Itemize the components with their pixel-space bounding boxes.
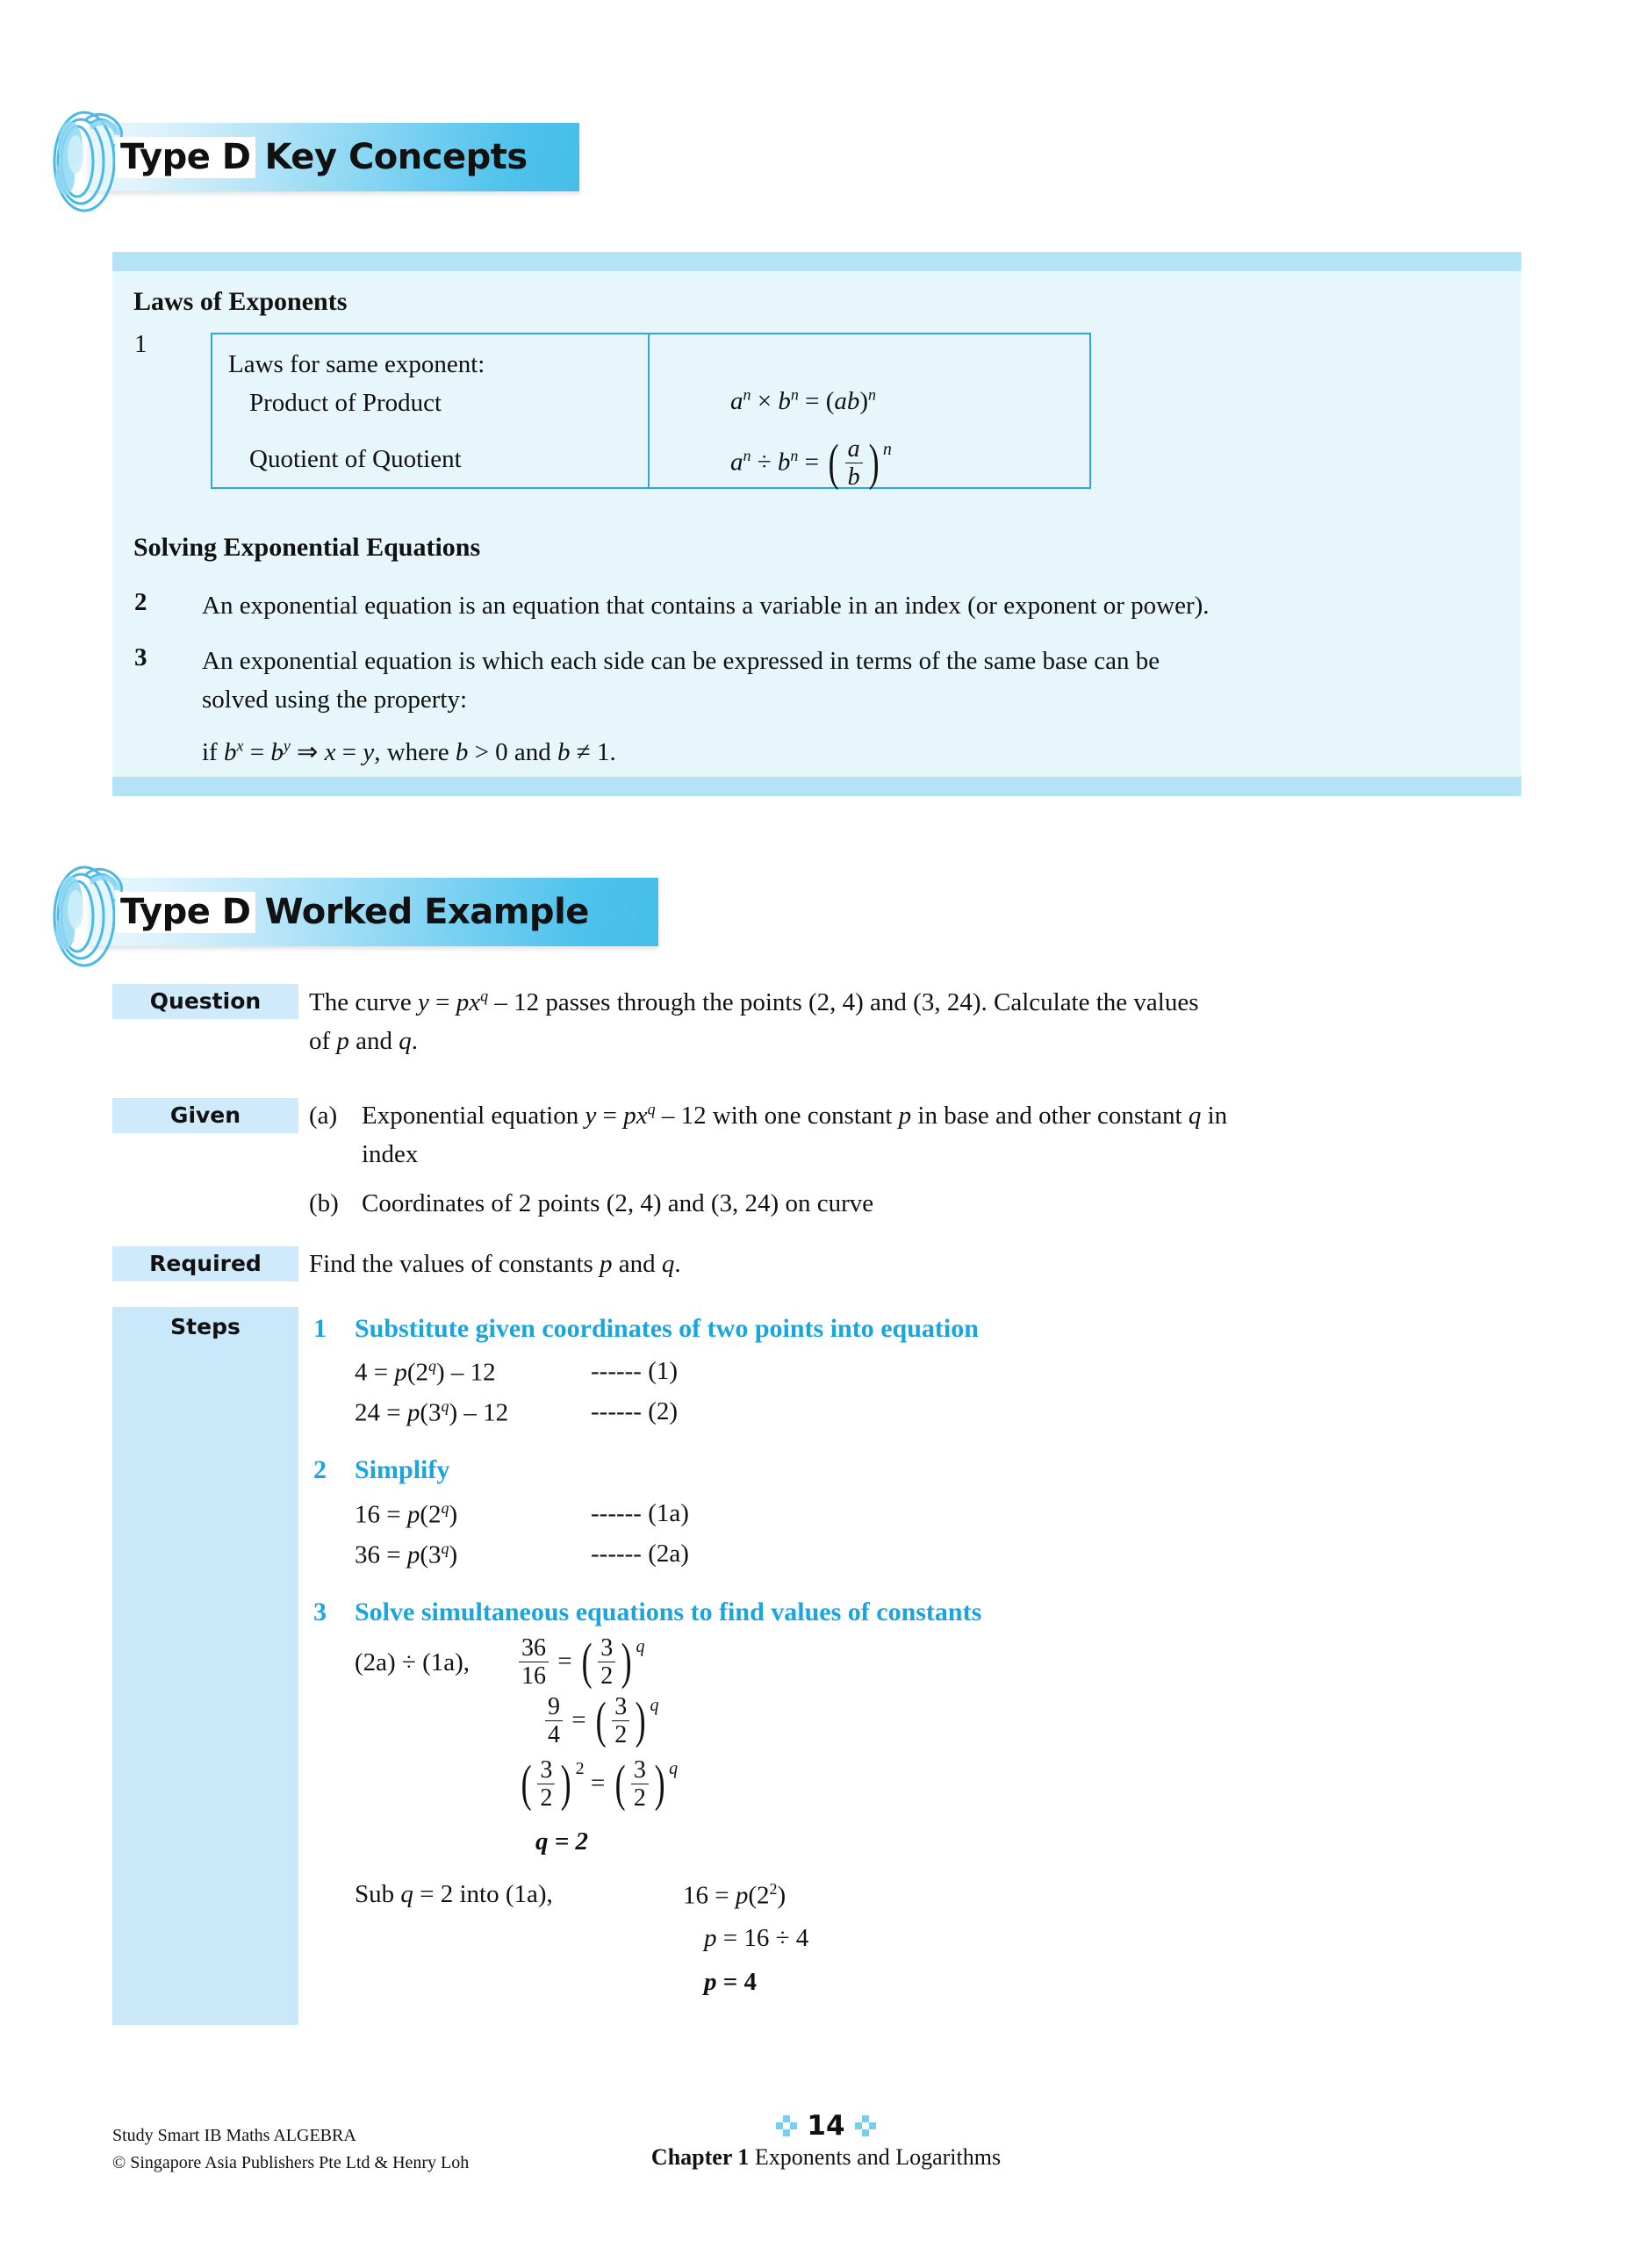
formula2-base-b: b <box>777 448 791 477</box>
given-label: Given <box>112 1098 298 1133</box>
deriv-3-right-fraction <box>631 1756 649 1813</box>
formula1-ab: ab <box>834 387 860 415</box>
deriv-2-numerator: 9 <box>548 1693 560 1720</box>
footer-copyright: © Singapore Asia Publishers Pte Ltd & Henry Loh <box>112 2153 470 2172</box>
key-concept-item-3-line-2: solved using the property: <box>202 686 468 714</box>
law-table-right-column <box>650 334 1089 492</box>
property-x: x <box>324 738 336 766</box>
step-3-substitution-line-2: p = 16 ÷ 4 <box>704 1924 809 1952</box>
step-1-equation-1-ref: ------ (2) <box>591 1397 679 1425</box>
step-2-heading: Simplify <box>355 1455 450 1484</box>
question-label: Question <box>112 984 298 1019</box>
chapter-title: Exponents and Logarithms <box>754 2144 1002 2170</box>
question-line-1: The curve $y = px^q - 12$ passes through the points (2, 4) and (3, 24). Calculate the values <box>309 987 1199 1016</box>
deriv-2-denominator: 4 <box>545 1720 563 1748</box>
step-3-derivation-line-2 <box>542 1691 659 1750</box>
question-line-2: of p and q. <box>309 1027 419 1055</box>
given-item-1-line-1: Coordinates of 2 points (2, 4) and (3, 24) on curve <box>362 1189 874 1217</box>
deriv-3-right-numerator: 3 <box>633 1756 646 1784</box>
law-table-left-column <box>212 334 650 487</box>
deriv-1-exponent: q <box>636 1637 645 1656</box>
step-2-equation-1-ref: ------ (2a) <box>591 1540 689 1568</box>
deriv-1-right-numerator: 3 <box>600 1634 614 1662</box>
step-3-derivation-prefix: (2a) ÷ (1a), <box>355 1648 470 1676</box>
property-b-3: b <box>455 738 469 766</box>
formula2-divide: ÷ <box>757 448 772 477</box>
key-concept-item-3-property: if $b^x = b^y$ ⇒ x = y, where b > 0 and b ≠ 1. <box>202 736 616 766</box>
deriv-2-right-denominator: 2 <box>612 1720 629 1748</box>
deriv-3-close-paren-right: ) <box>654 1754 665 1812</box>
deriv-3-open-paren-left: ( <box>521 1754 532 1812</box>
step-1-number: 1 <box>313 1314 327 1343</box>
law-row-0-formula <box>730 384 876 419</box>
formula2-exp-2: n <box>790 446 799 464</box>
step-2-equation-0-lhs: $16 = p(2^q)$ <box>355 1499 458 1529</box>
formula1-times: × <box>757 387 772 415</box>
panel-top-bar <box>112 252 1521 271</box>
key-concept-item-2-text: An exponential equation is an equation that contains a variable in an index (or exponent or power). <box>202 592 1210 620</box>
key-concepts-type-chip: Type D <box>116 138 255 177</box>
footer-publication-title: Study Smart IB Maths ALGEBRA <box>112 2126 356 2145</box>
deriv-1-numerator: 36 <box>521 1634 546 1662</box>
step-3-number: 3 <box>313 1597 327 1626</box>
key-concept-item-1-number: 1 <box>134 330 147 358</box>
diamond-cluster-right-icon <box>855 2115 876 2136</box>
footer-left <box>112 2122 469 2177</box>
step-3-substitution-prefix: Sub q = 2 into (1a), <box>355 1880 553 1908</box>
deriv-result-text: q = 2 <box>535 1827 589 1856</box>
deriv-3-left-exponent: 2 <box>575 1759 585 1778</box>
deriv-1-left-fraction <box>519 1634 549 1691</box>
worked-example-banner-text <box>116 878 589 946</box>
footer-center <box>563 2110 1089 2171</box>
property-b-2: b <box>270 738 284 766</box>
deriv-3-numerator: 3 <box>540 1756 553 1784</box>
deriv-3-left-fraction <box>537 1756 555 1813</box>
formula2-open-paren: ( <box>828 433 839 491</box>
formula1-open-paren: ( <box>825 387 835 415</box>
formula2-close-paren: ) <box>868 433 880 491</box>
sub-p-1: p <box>735 1881 749 1910</box>
given-item-0-marker: (a) <box>309 1102 338 1130</box>
law-row-1-formula <box>730 433 892 492</box>
question-p: p <box>336 1027 349 1055</box>
solving-exponential-equations-heading: Solving Exponential Equations <box>133 533 481 562</box>
step-3-substitution-line-1: $16 = p(2^2)$ <box>683 1880 786 1910</box>
law-table-left-title: Laws for same exponent: <box>228 350 485 378</box>
formula1-exp-1: n <box>743 385 751 404</box>
formula1-base-a: a <box>730 387 743 415</box>
key-concepts-title: Key Concepts <box>264 137 528 177</box>
deriv-3-right-denominator: 2 <box>631 1784 649 1812</box>
laws-for-same-exponent-table <box>211 333 1091 492</box>
step-2-equation-1-lhs: $36 = p(3^q)$ <box>355 1540 458 1569</box>
formula1-close-paren: ) <box>859 387 869 415</box>
given-item-0-line-2: index <box>362 1140 419 1168</box>
deriv-3-close-paren-left: ) <box>561 1754 571 1812</box>
law-row-0-label: Product of Product <box>249 389 442 418</box>
given-item-1-marker: (b) <box>309 1189 339 1217</box>
formula2-numerator: a <box>847 435 860 463</box>
sub-q: q <box>400 1880 413 1908</box>
deriv-2-right-fraction <box>612 1693 629 1749</box>
required-text: Find the values of constants p and q. <box>309 1250 681 1278</box>
step-3-derivation-result <box>535 1827 588 1856</box>
property-exp-y: y <box>283 736 291 755</box>
property-b-4: b <box>557 738 571 766</box>
step-3-derivation-line-3 <box>518 1754 679 1813</box>
deriv-1-right-denominator: 2 <box>598 1662 615 1690</box>
key-concept-item-3-number: 3 <box>134 643 147 671</box>
step-1-heading: Substitute given coordinates of two points into equation <box>355 1314 979 1343</box>
formula2-exp-3: n <box>882 440 892 459</box>
panel-bottom-bar <box>112 777 1521 796</box>
diamond-cluster-left-icon <box>776 2115 797 2136</box>
formula2-base-a: a <box>730 448 743 477</box>
required-label: Required <box>112 1246 298 1281</box>
steps-label: Steps <box>170 1314 241 1339</box>
deriv-1-equals: = <box>557 1647 572 1676</box>
deriv-3-equals: = <box>590 1769 606 1798</box>
deriv-2-left-fraction <box>545 1693 563 1749</box>
deriv-1-denominator: 16 <box>519 1662 549 1690</box>
deriv-3-right-exponent: q <box>669 1759 679 1778</box>
deriv-2-right-numerator: 3 <box>614 1693 628 1720</box>
sub-exp-2: 2 <box>769 1880 778 1898</box>
property-b-1: b <box>223 738 237 766</box>
deriv-2-open-paren: ( <box>595 1691 607 1748</box>
deriv-1-right-fraction <box>598 1634 615 1691</box>
step-2-number: 2 <box>313 1455 327 1484</box>
step-1-equation-0-ref: ------ (1) <box>591 1357 679 1385</box>
page-number: 14 <box>807 2110 845 2142</box>
step-1-equation-1-lhs: $24 = p(3^q) - 12$ <box>355 1397 509 1427</box>
deriv-3-open-paren-right: ( <box>614 1754 626 1812</box>
step-1-equation-0-lhs: $4 = p(2^q) - 12$ <box>355 1357 496 1387</box>
sub-p-3: p <box>704 1968 717 1996</box>
chapter-label: Chapter 1 <box>650 2144 750 2170</box>
deriv-2-equals: = <box>571 1705 586 1734</box>
key-concepts-banner <box>35 123 579 191</box>
key-concept-item-2-number: 2 <box>134 588 147 616</box>
formula2-equals: = <box>804 448 819 477</box>
formula1-base-b: b <box>778 387 791 415</box>
question-q: q <box>399 1027 412 1055</box>
formula2-exp-1: n <box>743 446 751 464</box>
step-2-equation-0-ref: ------ (1a) <box>591 1499 689 1527</box>
formula1-equals: = <box>805 387 820 415</box>
step-3-substitution-line-3: p = 4 <box>704 1968 758 1996</box>
worked-example-banner <box>35 878 650 946</box>
deriv-2-close-paren: ) <box>635 1691 646 1748</box>
formula1-exp-3: n <box>868 385 877 404</box>
page-number-row <box>563 2110 1089 2142</box>
steps-column <box>112 1307 298 2025</box>
worked-example-type-chip: Type D <box>116 893 255 932</box>
worked-example-title: Worked Example <box>264 892 589 932</box>
property-y: y <box>363 738 375 766</box>
step-3-heading: Solve simultaneous equations to find values of constants <box>355 1597 982 1626</box>
key-concept-item-3-line-1: An exponential equation is which each side can be expressed in terms of the same base can be <box>202 647 1160 675</box>
sub-p-2: p <box>704 1924 717 1952</box>
formula1-exp-2: n <box>790 385 799 404</box>
formula2-fraction <box>845 435 863 492</box>
formula2-denominator: b <box>845 463 863 491</box>
law-row-1-label: Quotient of Quotient <box>249 445 462 474</box>
given-item-0-line-1: Exponential equation $y = px^q - 12$ with one constant p in base and other constant q in <box>362 1100 1228 1130</box>
key-concepts-banner-text <box>116 123 528 191</box>
deriv-2-exponent: q <box>650 1696 659 1715</box>
deriv-3-denominator: 2 <box>537 1784 555 1812</box>
laws-of-exponents-heading: Laws of Exponents <box>133 287 348 316</box>
chapter-line <box>563 2144 1089 2171</box>
step-3-derivation-line-1 <box>516 1632 645 1691</box>
deriv-1-open-paren: ( <box>581 1632 593 1690</box>
deriv-1-close-paren: ) <box>621 1632 632 1690</box>
property-exp-x: x <box>236 736 244 755</box>
